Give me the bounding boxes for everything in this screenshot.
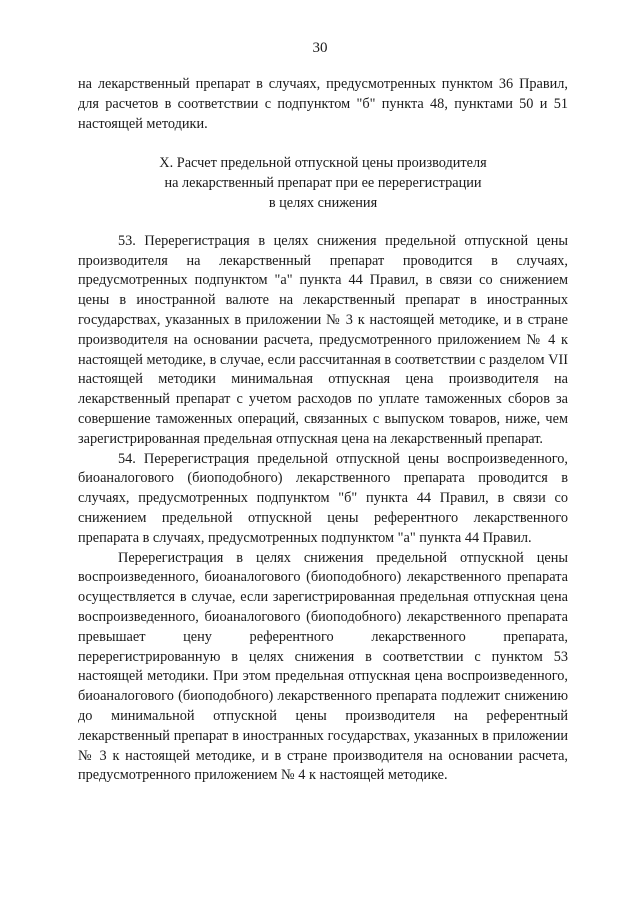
paragraph-54-continued: Перерегистрация в целях снижения предельной отпускной цены воспроизведенного, биоаналогового (биоподобного) лекарственного препарата осуществляется в случае, если зарегистрированная предельная отпускная цена воспроизведенного, биоаналогового (биоподобного) лекарственного препарата превышает цену референтного лекарственного препарата, перерегистрированную в целях снижения в соответствии с пунктом 53 настоящей методики. При этом предельная отпускная цена воспроизведенного, биоаналогового (биоподобного) лекарственного препарата подлежит снижению до минимальной отпускной цены производителя на референтный лекарственный препарат в иностранных государствах, указанных в приложении № 3 к настоящей методике, и в стране производителя на основании расчета, предусмотренного приложением № 4 к настоящей методике. bbox=[78, 549, 568, 784]
section-heading-line-1: X. Расчет предельной отпускной цены производителя bbox=[159, 155, 487, 172]
paragraph-54: 54. Перерегистрация предельной отпускной цены воспроизведенного, биоаналогового (биоподобного) лекарственного препарата проводится в случаях, предусмотренных подпунктом "б" пункта 44 Правил, в связи со снижением предельной отпускной цены референтного лекарственного препарата в случаях, предусмотренных подпунктом "а" пункта 44 Правил. bbox=[78, 450, 568, 546]
section-heading bbox=[78, 154, 568, 213]
section-heading-line-3: в целях снижения bbox=[268, 194, 378, 211]
section-heading-line-2: на лекарственный препарат при ее перерегистрации bbox=[164, 175, 482, 192]
page-number: 30 bbox=[312, 40, 328, 56]
document-body bbox=[78, 75, 568, 786]
paragraph-53: 53. Перерегистрация в целях снижения предельной отпускной цены производителя на лекарственный препарат проводится в случаях, предусмотренных подпунктом "а" пункта 44 Правил, в связи со снижением цены в иностранной валюте на лекарственный препарат в иностранных государствах, указанных в приложении № 3 к настоящей методике, и в стране производителя на основании расчета, предусмотренного приложением № 4 к настоящей методике, в случае, если рассчитанная в соответствии с разделом VII настоящей методики минимальная отпускная цена производителя на лекарственный препарат с учетом расходов по уплате таможенных сборов за совершение таможенных операций, связанных с выпуском товаров, ниже, чем зарегистрированная предельная отпускная цена на лекарственный препарат. bbox=[78, 232, 568, 447]
intro-paragraph: на лекарственный препарат в случаях, предусмотренных пунктом 36 Правил, для расчетов в соответствии с подпунктом "б" пункта 48, пунктами 50 и 51 настоящей методики. bbox=[78, 76, 568, 132]
